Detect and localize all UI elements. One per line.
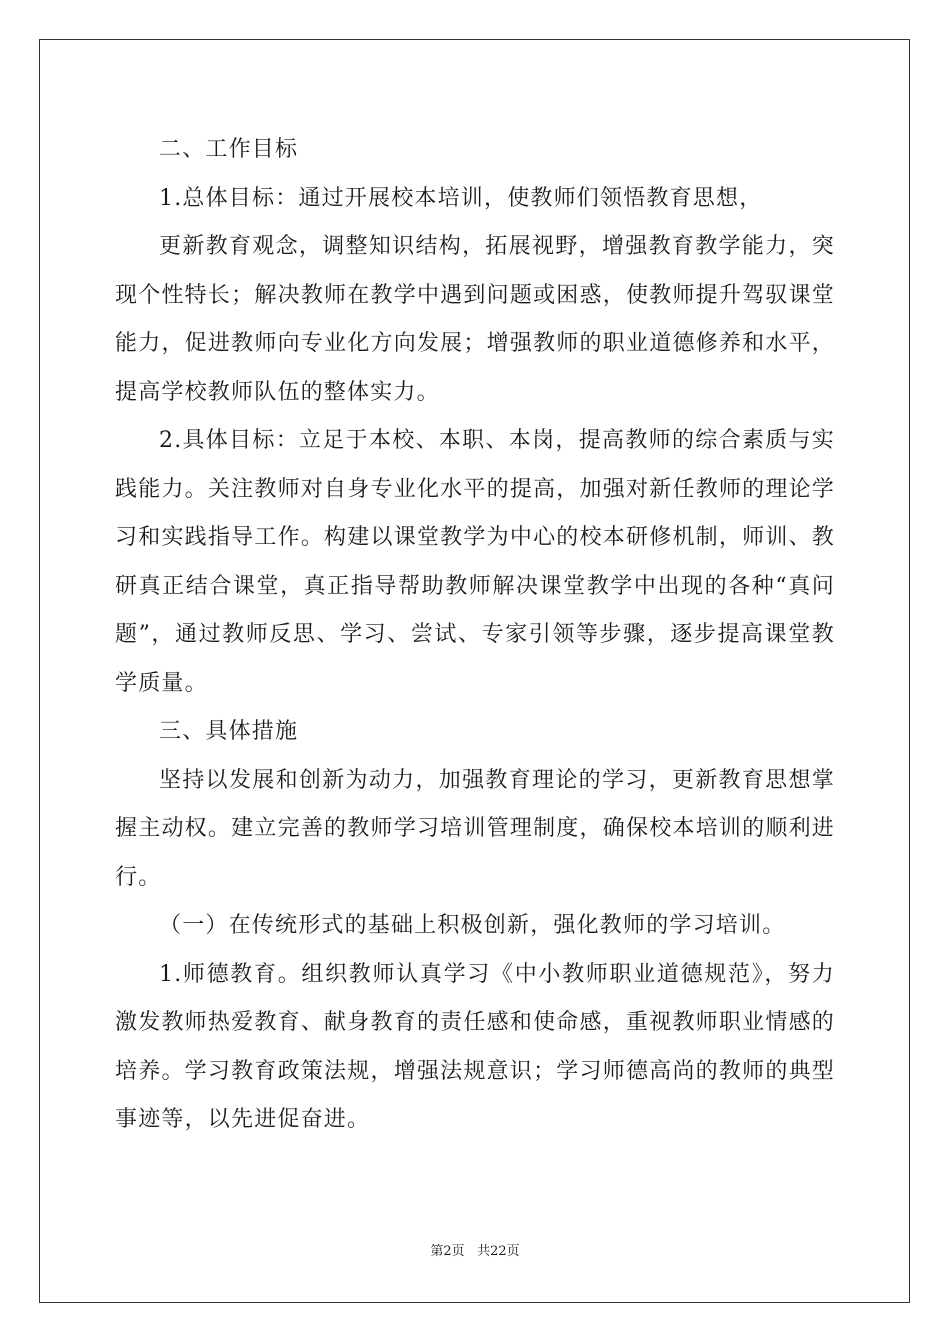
section-heading-goals: 二、工作目标 (159, 137, 299, 162)
paragraph-specific-goal: 2.具体目标：立足于本校、本职、本岗，提高教师的综合素质与实践能力。关注教师对自身专业化水平的提高，加强对新任教师的理论学习和实践指导工作。构建以课堂教学为中心的校本研修机制，师训、教研真正结合课堂，真正指导帮助教师解决课堂教学中出现的各种“真问题”，通过教师反思、学习、尝试、专家引领等步骤，逐步提高课堂教学质量。 (115, 428, 835, 696)
paragraph-overall-goal-detail: 更新教育观念，调整知识结构，拓展视野，增强教育教学能力，突现个性特长；解决教师在教学中遇到问题或困惑，使教师提升驾驭课堂能力，促进教师向专业化方向发展；增强教师的职业道德修养和水平，提高学校教师队伍的整体实力。 (115, 234, 835, 405)
paragraph-ethics-education: 1.师德教育。组织教师认真学习《中小教师职业道德规范》，努力激发教师热爱教育、献身教育的责任感和使命感，重视教师职业情感的培养。学习教育政策法规，增强法规意识；学习师德高尚的教师的典型事迹等，以先进促奋进。 (115, 961, 835, 1132)
paragraph-measures-intro: 坚持以发展和创新为动力，加强教育理论的学习，更新教育思想掌握主动权。建立完善的教师学习培训管理制度，确保校本培训的顺利进行。 (115, 767, 835, 890)
section-heading-measures: 三、具体措施 (159, 719, 299, 744)
page-number: 第2页 (430, 1244, 465, 1259)
page-total: 共22页 (477, 1244, 520, 1259)
document-body (115, 126, 835, 1145)
paragraph-overall-goal: 1.总体目标：通过开展校本培训，使教师们领悟教育思想， (159, 185, 763, 211)
footer-spacer (465, 1244, 477, 1259)
page-footer (0, 1240, 950, 1259)
subheading-traditional-forms: （一）在传统形式的基础上积极创新，强化教师的学习培训。 (159, 913, 786, 938)
